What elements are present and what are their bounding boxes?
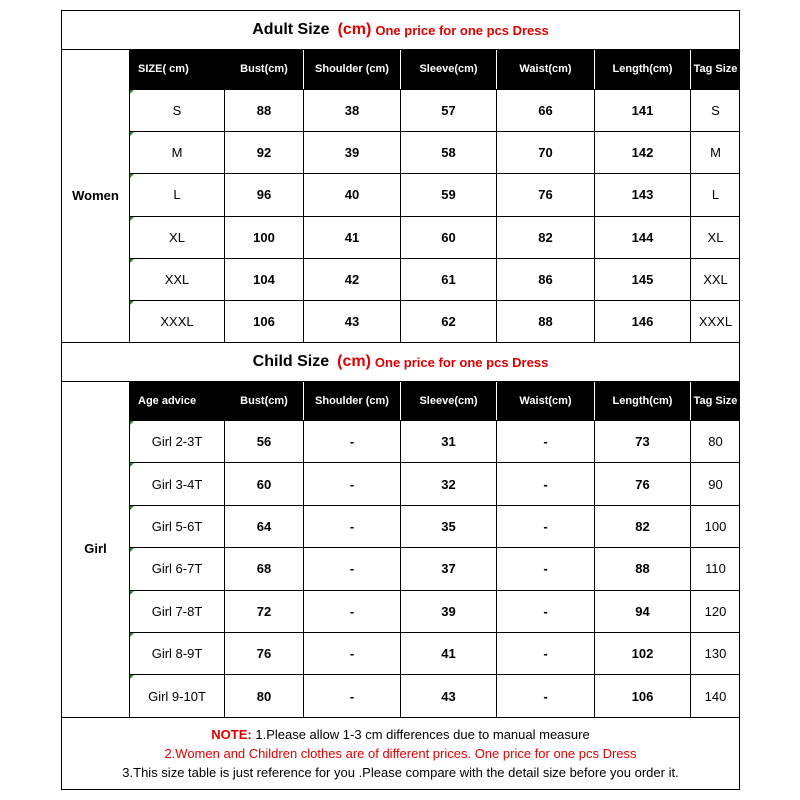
- child-cell: 56: [256, 434, 272, 450]
- adult-cell: 92: [256, 145, 272, 161]
- child-cell: 35: [441, 518, 456, 534]
- corner-tick-icon: [130, 174, 134, 178]
- adult-header-2: Shoulder (cm): [304, 49, 400, 89]
- child-cell: 68: [256, 561, 272, 577]
- corner-tick-icon: [130, 90, 134, 94]
- adult-cell: 100: [253, 229, 275, 245]
- child-cell: Girl 5-6T: [151, 518, 203, 534]
- adult-cell: 88: [256, 103, 272, 119]
- child-cell: -: [349, 646, 355, 662]
- adult-group-label: Women: [72, 188, 119, 204]
- child-cell: 88: [635, 561, 650, 577]
- corner-tick-icon: [130, 548, 134, 552]
- adult-cell: XL: [169, 229, 185, 245]
- adult-header-0: SIZE( cm): [130, 49, 232, 89]
- adult-cell: 62: [441, 314, 456, 330]
- adult-cell: 66: [538, 103, 553, 119]
- child-cell: -: [543, 561, 548, 577]
- adult-cell: 86: [538, 271, 553, 287]
- child-cell: 100: [704, 518, 727, 534]
- corner-tick-icon: [130, 675, 134, 679]
- child-cell: 102: [631, 646, 654, 662]
- adult-price-note: One price for one pcs Dress: [375, 22, 549, 38]
- adult-cell: 141: [631, 103, 654, 119]
- child-cell: -: [349, 603, 355, 619]
- adult-cell: 58: [441, 145, 456, 161]
- child-cell: 73: [635, 434, 650, 450]
- corner-tick-icon: [130, 132, 134, 136]
- child-cell: 110: [705, 561, 726, 577]
- child-cell: 120: [704, 603, 727, 619]
- adult-cell: XXXL: [160, 314, 194, 330]
- child-cell: 76: [256, 646, 272, 662]
- child-group-label: Girl: [84, 541, 107, 557]
- child-cell: Girl 7-8T: [151, 603, 203, 619]
- adult-cell: M: [710, 145, 721, 161]
- adult-header-4: Waist(cm): [497, 49, 594, 89]
- adult-header-3: Sleeve(cm): [401, 49, 496, 89]
- adult-cell: M: [171, 145, 183, 161]
- corner-tick-icon: [130, 301, 134, 305]
- child-cell: 90: [708, 476, 723, 492]
- adult-cell: 82: [538, 229, 553, 245]
- child-header-1: Bust(cm): [225, 381, 303, 420]
- child-cell: -: [543, 646, 548, 662]
- child-header-0: Age advice: [130, 381, 232, 420]
- child-cell: -: [349, 561, 355, 577]
- adult-cell: 57: [441, 103, 456, 119]
- child-cell: -: [543, 688, 548, 704]
- note-line-3: 3.This size table is just reference for you .Please compare with the detail size before you order it.: [122, 765, 679, 780]
- size-chart: [61, 10, 740, 790]
- adult-cell: S: [711, 103, 720, 119]
- adult-cell: 76: [538, 187, 553, 203]
- adult-cell: 59: [441, 187, 456, 203]
- child-cell: 60: [256, 476, 272, 492]
- child-cell: 43: [441, 688, 456, 704]
- child-cell: 72: [256, 603, 272, 619]
- adult-cell: 142: [631, 145, 654, 161]
- child-cell: 130: [704, 646, 727, 662]
- child-cell: -: [543, 518, 548, 534]
- corner-tick-icon: [130, 591, 134, 595]
- adult-cell: 143: [631, 187, 654, 203]
- child-price-note: One price for one pcs Dress: [374, 354, 549, 370]
- child-header-4: Waist(cm): [497, 381, 594, 420]
- note-line-1-text: 1.Please allow 1-3 cm differences due to manual measure: [255, 727, 590, 742]
- adult-cell: L: [173, 187, 181, 203]
- adult-cell: S: [172, 103, 182, 119]
- adult-cell: 146: [631, 314, 654, 330]
- adult-cell: 106: [253, 314, 275, 330]
- child-cell: 31: [441, 434, 456, 450]
- corner-tick-icon: [130, 421, 134, 425]
- adult-cell: 145: [631, 271, 654, 287]
- adult-cell: 88: [538, 314, 553, 330]
- child-title-text: Child Size: [252, 353, 330, 370]
- child-cell: Girl 9-10T: [148, 688, 206, 704]
- child-cell: Girl 8-9T: [151, 646, 203, 662]
- note-line-2: 2.Women and Children clothes are of different prices. One price for one pcs Dress: [164, 746, 637, 761]
- child-header-6: Tag Size: [691, 381, 740, 420]
- child-cell: 82: [635, 518, 650, 534]
- child-unit: (cm): [337, 353, 371, 370]
- note-line-1: [62, 725, 739, 744]
- child-cell: -: [543, 434, 548, 450]
- child-cell: -: [349, 434, 355, 450]
- adult-cell: 70: [538, 145, 553, 161]
- child-cell: 39: [441, 603, 456, 619]
- child-cell: 94: [635, 603, 650, 619]
- adult-cell: 104: [253, 271, 275, 287]
- adult-cell: 42: [344, 271, 360, 287]
- corner-tick-icon: [130, 506, 134, 510]
- corner-tick-icon: [130, 217, 134, 221]
- adult-cell: XXXL: [698, 314, 733, 330]
- child-cell: 64: [256, 518, 272, 534]
- adult-cell: XXL: [703, 271, 728, 287]
- child-cell: 140: [704, 688, 727, 704]
- adult-cell: 144: [631, 229, 654, 245]
- child-header-2: Shoulder (cm): [304, 381, 400, 420]
- child-header-3: Sleeve(cm): [401, 381, 496, 420]
- child-cell: -: [349, 688, 355, 704]
- adult-size-title: [62, 11, 739, 49]
- corner-tick-icon: [130, 259, 134, 263]
- child-cell: 37: [441, 561, 456, 577]
- child-cell: 76: [635, 476, 650, 492]
- adult-header-5: Length(cm): [595, 49, 690, 89]
- child-cell: -: [349, 518, 355, 534]
- child-cell: Girl 6-7T: [151, 561, 203, 577]
- child-cell: 80: [708, 434, 723, 450]
- child-cell: -: [543, 476, 548, 492]
- adult-cell: 40: [344, 187, 360, 203]
- adult-unit: (cm): [337, 21, 372, 38]
- child-cell: 80: [256, 688, 272, 704]
- adult-cell: XL: [707, 229, 724, 245]
- adult-cell: 60: [441, 229, 456, 245]
- adult-header-6: Tag Size: [691, 49, 740, 89]
- child-cell: Girl 2-3T: [151, 434, 203, 450]
- adult-cell: 41: [344, 229, 360, 245]
- note-label: NOTE:: [211, 727, 252, 742]
- adult-cell: 96: [256, 187, 272, 203]
- adult-header-1: Bust(cm): [225, 49, 303, 89]
- adult-title-text: Adult Size: [252, 21, 330, 38]
- child-cell: 106: [631, 688, 654, 704]
- corner-tick-icon: [130, 463, 134, 467]
- child-size-title: [62, 343, 739, 381]
- adult-cell: 38: [344, 103, 360, 119]
- adult-cell: 61: [441, 271, 456, 287]
- child-cell: -: [543, 603, 548, 619]
- child-cell: 32: [441, 476, 456, 492]
- adult-cell: 39: [344, 145, 360, 161]
- adult-cell: XXL: [164, 271, 190, 287]
- adult-cell: 43: [344, 314, 360, 330]
- corner-tick-icon: [130, 633, 134, 637]
- adult-cell: L: [711, 187, 720, 203]
- child-cell: Girl 3-4T: [151, 476, 203, 492]
- notes-block: [62, 725, 739, 782]
- child-cell: 41: [441, 646, 456, 662]
- child-header-5: Length(cm): [595, 381, 690, 420]
- child-cell: -: [349, 476, 355, 492]
